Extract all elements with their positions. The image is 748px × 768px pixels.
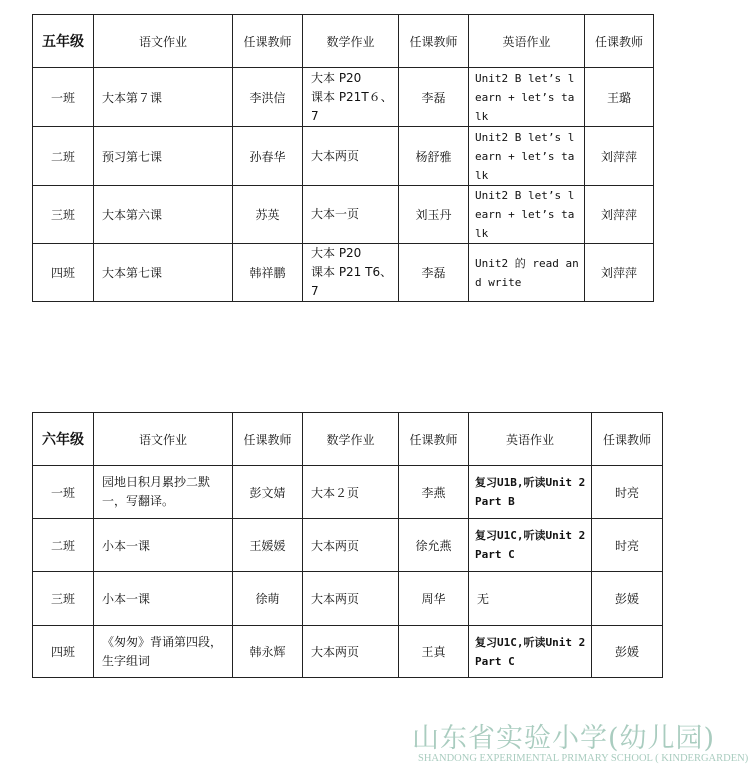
class-cell: 三班 [33,572,94,626]
teacher-cell: 王真 [399,626,469,678]
table-row [33,127,654,186]
english-homework-cell: Unit2 的 read and write [469,244,585,302]
grade6-homework-table [32,412,663,678]
chinese-homework-cell: 园地日积月累抄二默一，写翻译。 [94,466,233,519]
table-row [33,244,654,302]
teacher-header: 任课教师 [399,413,469,466]
english-homework-cell: 复习U1C,听读Unit 2 Part C [469,626,592,678]
teacher-cell: 苏英 [233,186,303,244]
class-cell: 二班 [33,519,94,572]
english-homework-cell: Unit2 B let’s learn + let’s talk [469,127,585,186]
grade5-homework-table [32,14,654,302]
chinese-homework-header: 语文作业 [94,15,233,68]
grade-header: 六年级 [33,413,94,466]
teacher-cell: 孙春华 [233,127,303,186]
chinese-homework-cell: 预习第七课 [94,127,233,186]
english-homework-cell: 无 [469,572,592,626]
teacher-cell: 韩永辉 [233,626,303,678]
math-homework-cell: 大本 P20 课本 P21T６、7 [303,68,399,127]
school-logo-watermark [412,716,748,764]
math-homework-header: 数学作业 [303,413,399,466]
math-homework-cell: 大本两页 [303,519,399,572]
teacher-cell: 李磊 [399,244,469,302]
teacher-cell: 徐允燕 [399,519,469,572]
teacher-cell: 王璐 [585,68,654,127]
chinese-homework-cell: 小本一课 [94,572,233,626]
class-cell: 二班 [33,127,94,186]
teacher-cell: 刘萍萍 [585,186,654,244]
class-cell: 一班 [33,466,94,519]
grade-header: 五年级 [33,15,94,68]
teacher-header: 任课教师 [233,15,303,68]
teacher-cell: 李燕 [399,466,469,519]
math-homework-cell: 大本两页 [303,572,399,626]
english-homework-header: 英语作业 [469,413,592,466]
teacher-header: 任课教师 [233,413,303,466]
table-header-row [33,15,654,68]
math-homework-cell: 大本两页 [303,626,399,678]
chinese-homework-cell: 小本一课 [94,519,233,572]
teacher-cell: 韩祥鹏 [233,244,303,302]
math-homework-header: 数学作业 [303,15,399,68]
teacher-cell: 彭文婧 [233,466,303,519]
teacher-cell: 彭媛 [592,626,663,678]
teacher-cell: 彭媛 [592,572,663,626]
math-homework-cell: 大本两页 [303,127,399,186]
teacher-cell: 杨舒雅 [399,127,469,186]
chinese-homework-cell: 大本第７课 [94,68,233,127]
teacher-cell: 刘萍萍 [585,244,654,302]
english-homework-cell: Unit2 B let’s learn + let’s talk [469,186,585,244]
chinese-homework-header: 语文作业 [94,413,233,466]
table-row [33,186,654,244]
chinese-homework-cell: 《匆匆》背诵第四段，生字组词 [94,626,233,678]
logo-english-text: SHANDONG EXPERIMENTAL PRIMARY SCHOOL ( KINDERGARDEN) [418,753,748,764]
teacher-cell: 周华 [399,572,469,626]
teacher-cell: 李洪信 [233,68,303,127]
teacher-header: 任课教师 [585,15,654,68]
math-homework-cell: 大本２页 [303,466,399,519]
chinese-homework-cell: 大本第六课 [94,186,233,244]
english-homework-header: 英语作业 [469,15,585,68]
math-homework-cell: 大本 P20 课本 P21 T6、7 [303,244,399,302]
table-row [33,68,654,127]
table-row [33,519,663,572]
teacher-cell: 时亮 [592,519,663,572]
teacher-header: 任课教师 [399,15,469,68]
math-homework-cell: 大本一页 [303,186,399,244]
logo-chinese-text: 山东省实验小学(幼儿园) [412,723,716,754]
english-homework-cell: Unit2 B let’s learn + let’s talk [469,68,585,127]
teacher-cell: 刘萍萍 [585,127,654,186]
class-cell: 一班 [33,68,94,127]
english-homework-cell: 复习U1C,听读Unit 2 Part C [469,519,592,572]
table-header-row [33,413,663,466]
table-row [33,466,663,519]
teacher-header: 任课教师 [592,413,663,466]
teacher-cell: 李磊 [399,68,469,127]
english-homework-cell: 复习U1B,听读Unit 2 Part B [469,466,592,519]
teacher-cell: 刘玉丹 [399,186,469,244]
teacher-cell: 时亮 [592,466,663,519]
teacher-cell: 王媛媛 [233,519,303,572]
table-row [33,572,663,626]
chinese-homework-cell: 大本第七课 [94,244,233,302]
class-cell: 四班 [33,244,94,302]
teacher-cell: 徐萌 [233,572,303,626]
class-cell: 三班 [33,186,94,244]
class-cell: 四班 [33,626,94,678]
table-row [33,626,663,678]
